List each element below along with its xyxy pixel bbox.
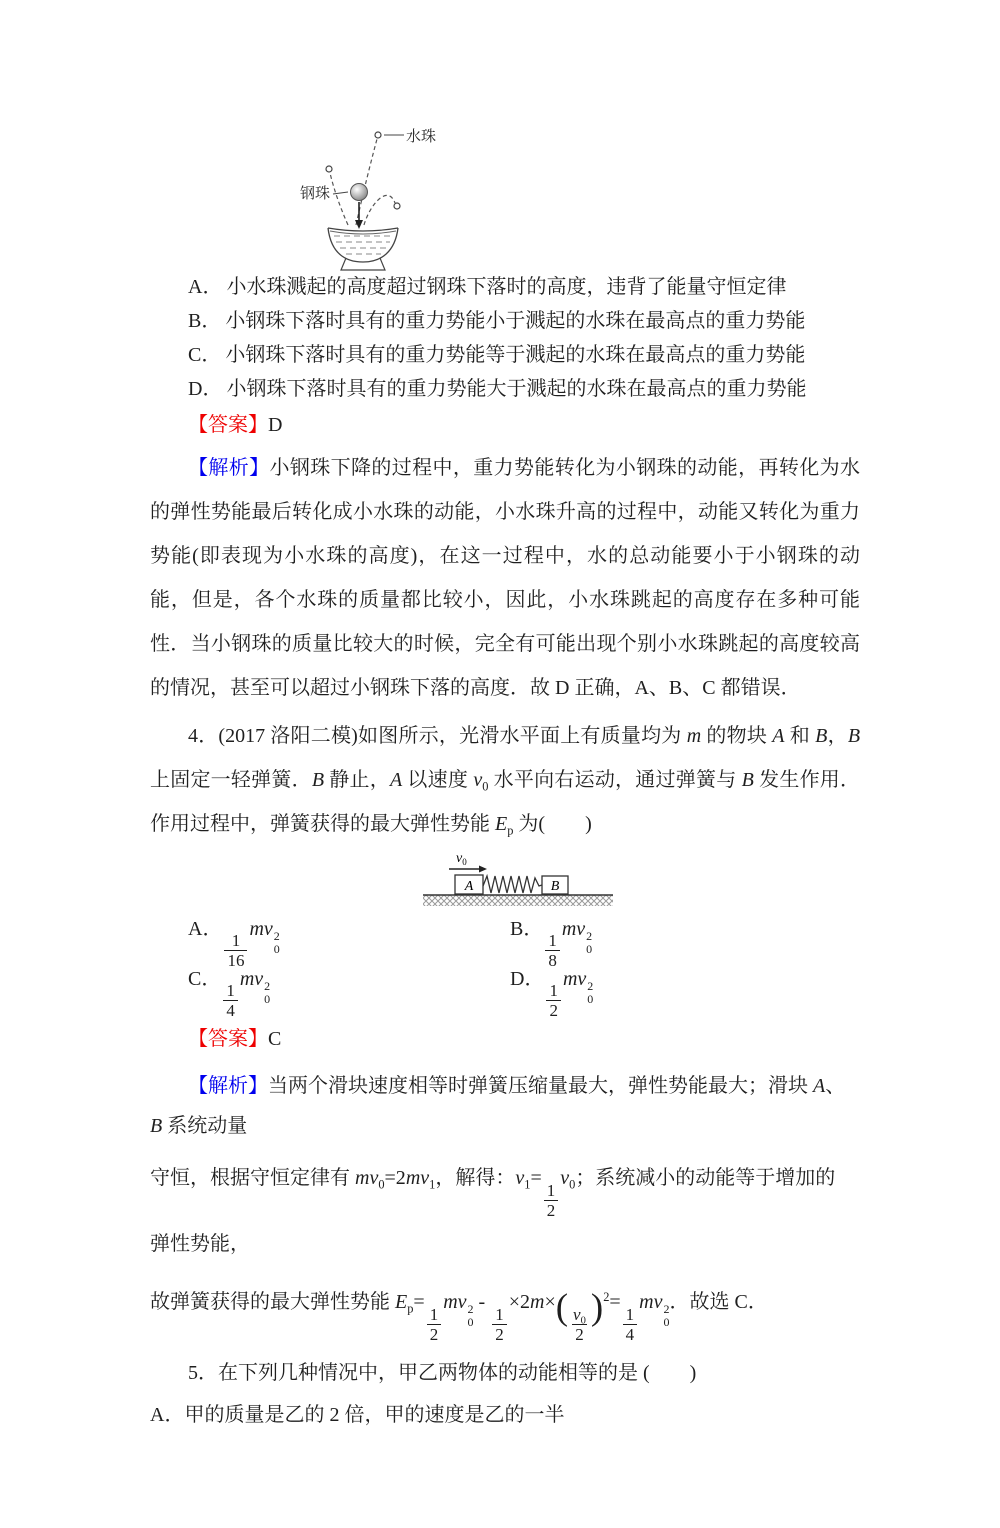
q3-options (188, 270, 1000, 406)
water-droplet-right (394, 203, 400, 209)
water-droplet-left (326, 166, 332, 172)
q3-answer-line (188, 408, 1000, 442)
bowl-diagram-svg (290, 114, 490, 270)
v0-label: $v_0$ (456, 851, 467, 867)
option-formula: $\frac{1}{16}$ mv 2 0 (222, 918, 279, 940)
option-label: C． (188, 344, 222, 366)
q5-option-a (150, 1398, 850, 1432)
steel-ball-label: 钢珠 (300, 186, 331, 202)
q4-options (188, 916, 828, 1021)
q4-analysis-line-3: 故弹簧获得的最大弹性势能 $E_p=$ $\frac{1}{2}$ mv 2 0 - $\frac{1}{2}$ ×2m×( $\frac{v_0}{2}$ )$^2$= $\frac{1}{4}$ mv 2 0 ．故选 C． (150, 1287, 768, 1344)
option-formula: $\frac{1}{4}$ mv 2 0 (221, 968, 270, 990)
option-label: A． (188, 276, 223, 298)
option-label: D． (510, 967, 545, 990)
option-text: 小水珠溅起的高度超过钢珠下落时的高度，违背了能量守恒定律 (226, 276, 787, 298)
q4-analysis-line-1 (150, 1066, 850, 1146)
option-label: B． (188, 310, 222, 332)
option-text: 小钢珠下落时具有的重力势能小于溅起的水珠在最高点的重力势能 (225, 310, 806, 332)
q3-analysis (150, 446, 860, 710)
ground-hatch (423, 895, 613, 906)
droplet-trajectories (330, 139, 395, 225)
answer-value: C (268, 1028, 282, 1050)
analysis-text: 当两个滑块速度相等时弹簧压缩量最大，弹性势能最大；滑块 A、B 系统动量 (150, 1075, 846, 1137)
option-label: A． (150, 1403, 185, 1426)
blocks-spring-figure (423, 850, 1000, 908)
q4-stem: 4．(2017 洛阳二模)如图所示，光滑水平面上有质量均为 m 的物块 A 和 B，B 上固定一轻弹簧．B 静止，A 以速度 $v_0$ 水平向右运动，通过弹簧与 B 发生作用．作用过程中，弹簧获得的最大弹性势能 $E_p$ 为( ) (150, 725, 861, 838)
worksheet-page (0, 114, 1000, 1528)
steel-ball (351, 184, 368, 201)
q3-option-b (188, 304, 1000, 338)
v0-arrow-head (479, 866, 487, 873)
option-label: C． (188, 967, 222, 990)
q3-option-d (188, 372, 1000, 406)
option-text: 甲的质量是乙的 2 倍，甲的速度是乙的一半 (184, 1403, 565, 1426)
answer-label: 【答案】 (188, 1028, 268, 1050)
answer-label: 【答案】 (188, 414, 268, 436)
analysis-label: 【解析】 (188, 457, 270, 479)
q3-option-a (188, 270, 1000, 304)
bowl (328, 228, 398, 262)
q4-option-c (188, 962, 510, 1021)
option-text: 小钢珠下落时具有的重力势能等于溅起的水珠在最高点的重力势能 (225, 344, 806, 366)
block-a-label: A (464, 879, 474, 894)
analysis-text: 小钢珠下降的过程中，重力势能转化为小钢珠的动能，再转化为水的弹性势能最后转化成小水珠的动能，小水珠升高的过程中，动能又转化为重力势能(即表现为小水珠的高度)，在这一过程中，水的总动能要小于小钢珠的动能，但是，各个水珠的质量都比较小，因此，小水珠跳起的高度存在多种可能性．当小钢珠的质量比较大的时候，完全有可能出现个别小水珠跳起的高度较高的情况，甚至可以超过小钢珠下落的高度．故 D 正确，A、B、C 都错误． (150, 457, 860, 699)
q4-analysis-line-2: 守恒，根据守恒定律有 $mv_0=2mv_1$，解得：$v_1=$ $\frac{1}{2}$ $v_0$；系统减小的动能等于增加的弹性势能， (150, 1167, 836, 1255)
q4-option-d (510, 962, 828, 1021)
option-label: D． (188, 378, 223, 400)
option-text: 小钢珠下落时具有的重力势能大于溅起的水珠在最高点的重力势能 (226, 378, 807, 400)
bowl-splash-figure (290, 114, 1000, 270)
option-label: B． (510, 917, 544, 940)
q5-stem: 5．在下列几种情况中，甲乙两物体的动能相等的是 ( ) (188, 1361, 697, 1384)
water-droplet-top (375, 132, 381, 138)
answer-value: D (268, 414, 283, 436)
water-droplet-label: 水珠 (406, 129, 437, 145)
option-formula: $\frac{1}{2}$ mv 2 0 (544, 968, 593, 990)
spring (483, 876, 542, 893)
q3-option-c (188, 338, 1000, 372)
steel-label-leader (333, 192, 348, 194)
block-b-label: B (550, 879, 560, 894)
option-formula: $\frac{1}{8}$ mv 2 0 (543, 918, 592, 940)
q4-answer-line (188, 1022, 1000, 1056)
option-label: A． (188, 917, 223, 940)
blocks-spring-svg (423, 850, 623, 908)
analysis-label: 【解析】 (188, 1075, 268, 1097)
